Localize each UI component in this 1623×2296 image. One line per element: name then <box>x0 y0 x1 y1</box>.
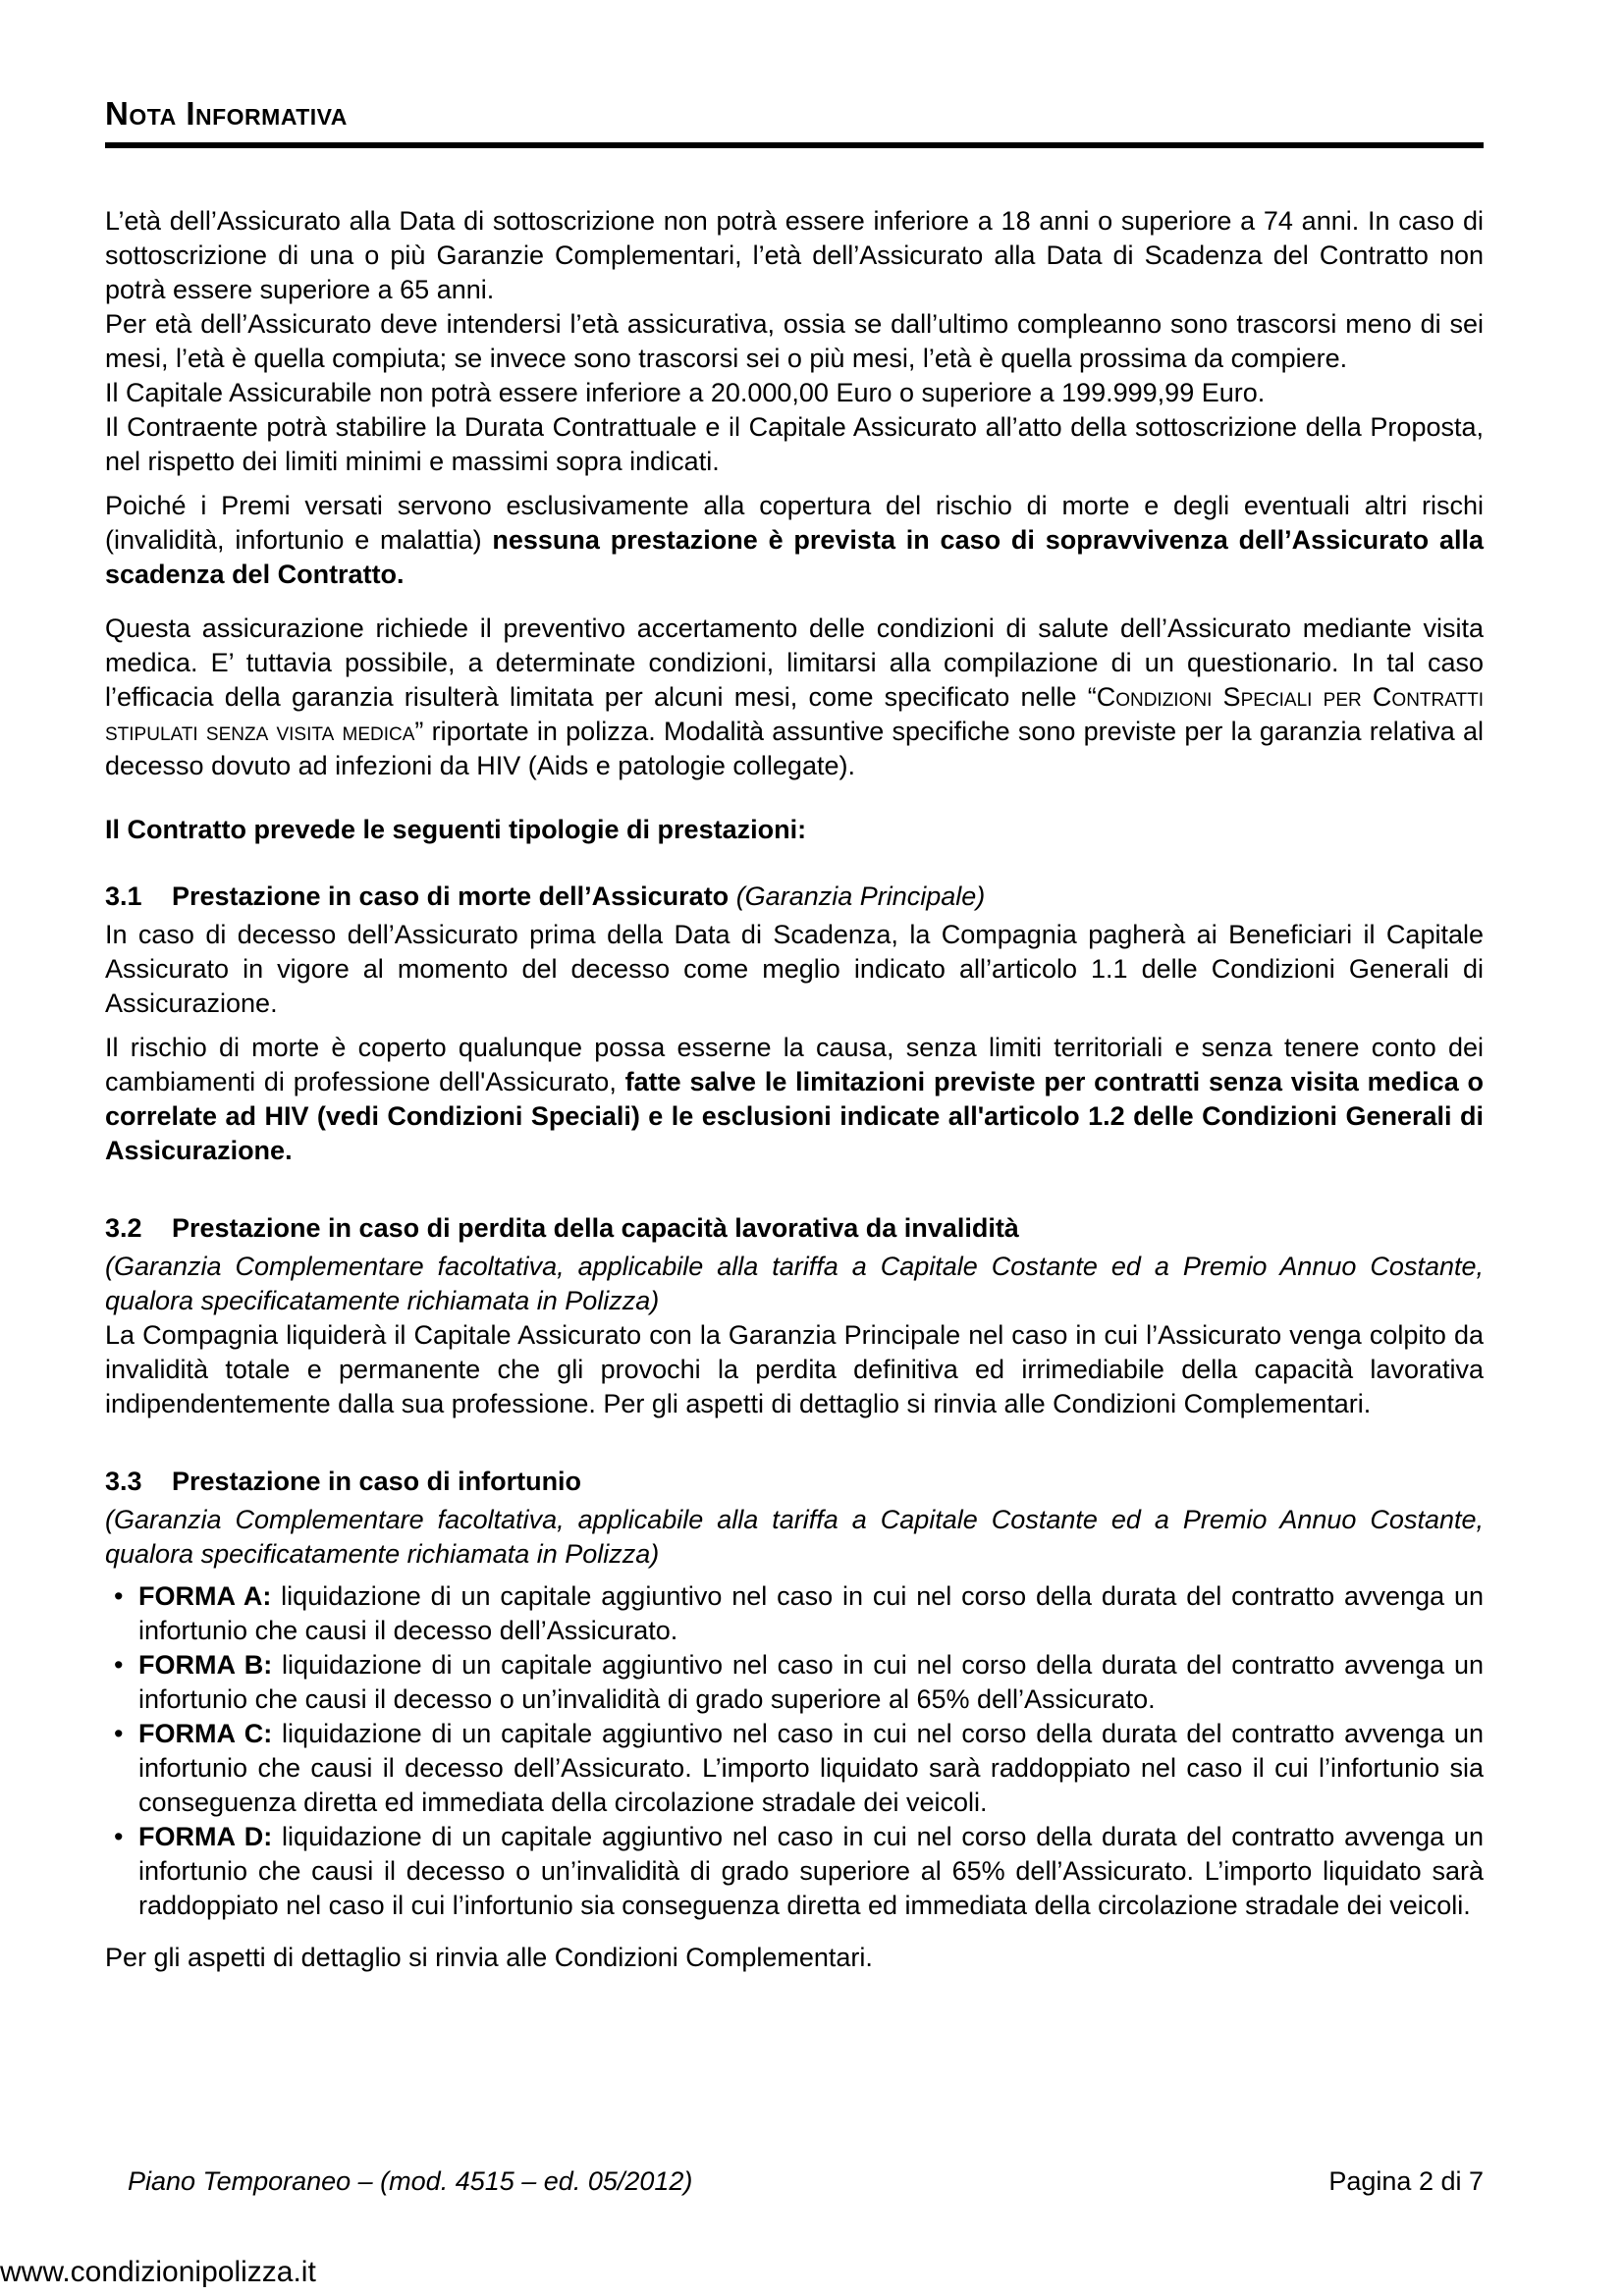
section-number: 3.3 <box>105 1467 142 1496</box>
section-title-wrap <box>172 880 1484 914</box>
forma-label: FORMA B: <box>138 1650 273 1680</box>
paragraph-contract-choice: Il Contraente potrà stabilire la Durata Contrattuale e il Capitale Assicurato all’atto della sottoscrizione della Proposta, nel rispetto dei limiti minimi e massimi sopra indicati. <box>105 412 1484 476</box>
forma-label: FORMA A: <box>138 1581 272 1611</box>
section-subtitle: (Garanzia Complementare facoltativa, applicabile alla tariffa a Capitale Costante ed a Premio Annuo Costante, qualora specificatamente richiamata in Polizza) <box>105 1505 1484 1569</box>
bullet-icon: • <box>114 1581 124 1611</box>
list-item-forma-a <box>105 1579 1484 1648</box>
section-title: Prestazione in caso di infortunio <box>172 1467 582 1496</box>
section-number: 3.1 <box>105 881 142 911</box>
section-3-1-heading <box>105 880 1484 914</box>
forma-text: liquidazione di un capitale aggiuntivo nel caso in cui nel corso della durata del contratto avvenga un infortunio che causi il decesso dell’Assicurato. L’importo liquidato sarà raddoppiato nel caso il cui l’infortunio sia conseguenza diretta ed immediata della circolazione stradale dei veicoli. <box>138 1719 1484 1817</box>
forma-list <box>105 1579 1484 1923</box>
paragraph-premi <box>105 489 1484 592</box>
text-run: Poiché i Premi versati servono esclusivamente alla copertura del rischio di morte e degli eventuali altri rischi (invalidità, infortunio e malattia) <box>105 491 1484 555</box>
text-run-bold: fatte salve le limitazioni previste per contratti senza visita medica o correlate ad HIV (vedi Condizioni Speciali) e le esclusioni indicate all'articolo 1.2 delle Condizioni Generali di Assicurazione. <box>105 1067 1485 1165</box>
watermark-url: www.condizionipolizza.it <box>0 2256 316 2288</box>
document-body <box>105 204 1484 1975</box>
section-title: Prestazione in caso di perdita della capacità lavorativa da invalidità <box>172 1213 1019 1243</box>
section-number: 3.2 <box>105 1213 142 1243</box>
section-3-3-heading <box>105 1465 1484 1499</box>
forma-text: liquidazione di un capitale aggiuntivo nel caso in cui nel corso della durata del contratto avvenga un infortunio che causi il decesso o un’invalidità di grado superiore al 65% dell’Assicurato. <box>138 1650 1484 1714</box>
heading-tipologie: Il Contratto prevede le seguenti tipologie di prestazioni: <box>105 815 807 844</box>
forma-label: FORMA D: <box>138 1822 273 1851</box>
text-run: riportate in polizza. Modalità assuntive specifiche sono previste per la garanzia relativa al decesso dovuto ad infezioni da HIV (Aids e patologie collegate). <box>105 717 1484 780</box>
footer-doc-info: Piano Temporaneo – (mod. 4515 – ed. 05/2012) <box>128 2166 693 2196</box>
paragraph-closing: Per gli aspetti di dettaglio si rinvia alle Condizioni Complementari. <box>105 1943 873 1972</box>
paragraph-visita-medica <box>105 612 1484 783</box>
list-item-forma-c <box>105 1717 1484 1820</box>
section-3-3 <box>105 1465 1484 1975</box>
paragraph-decesso: In caso di decesso dell’Assicurato prima della Data di Scadenza, la Compagnia pagherà ai Beneficiari il Capitale Assicurato in vigore al momento del decesso come meglio indicato all’articolo 1.1 delle Condizioni Generali di Assicurazione. <box>105 920 1484 1018</box>
list-item-forma-b <box>105 1648 1484 1717</box>
paragraph-capital-limits: Il Capitale Assicurabile non potrà essere inferiore a 20.000,00 Euro o superiore a 199.999,99 Euro. <box>105 378 1266 407</box>
bullet-icon: • <box>114 1650 124 1680</box>
page-title: Nota Informativa <box>105 95 348 132</box>
bullet-icon: • <box>114 1719 124 1748</box>
paragraph-age-definition: Per età dell’Assicurato deve intendersi l’età assicurativa, ossia se dall’ultimo compleanno sono trascorsi meno di sei mesi, l’età è quella compiuta; se invece sono trascorsi sei o più mesi, l’età è quella prossima da compiere. <box>105 309 1484 373</box>
footer <box>128 2164 1484 2199</box>
section-3-2-heading <box>105 1211 1484 1246</box>
text-run: Il rischio di morte è coperto qualunque possa esserne la causa, senza limiti territoriali e senza tenere conto dei cambiamenti di professione dell'Assicurato, <box>105 1033 1484 1096</box>
footer-page-number: Pagina 2 di 7 <box>1328 2166 1484 2196</box>
header <box>105 96 1484 148</box>
forma-text: liquidazione di un capitale aggiuntivo nel caso in cui nel corso della durata del contratto avvenga un infortunio che causi il decesso dell’Assicurato. <box>138 1581 1484 1645</box>
paragraph-age-limits: L’età dell’Assicurato alla Data di sottoscrizione non potrà essere inferiore a 18 anni o superiore a 74 anni. In caso di sottoscrizione di una o più Garanzie Complementari, l’età dell’Assicurato alla Data di Scadenza del Contratto non potrà essere superiore a 65 anni. <box>105 206 1484 304</box>
paragraph-rischio-morte <box>105 1031 1484 1168</box>
text-run-smallcaps: “Condizioni Speciali per Contratti stipulati senza visita medica” <box>105 682 1484 746</box>
paragraph-invalidita: La Compagnia liquiderà il Capitale Assicurato con la Garanzia Principale nel caso in cui l’Assicurato venga colpito da invalidità totale e permanente che gli provochi la perdita definitiva ed irrimediabile della capacità lavorativa indipendentemente dalla sua professione. Per gli aspetti di dettaglio si rinvia alle Condizioni Complementari. <box>105 1320 1484 1418</box>
section-3-1 <box>105 880 1484 1168</box>
bullet-icon: • <box>114 1822 124 1851</box>
text-run-bold: nessuna prestazione è prevista in caso di sopravvivenza dell’Assicurato alla scadenza del Contratto. <box>105 525 1484 589</box>
section-3-2 <box>105 1211 1484 1421</box>
title-rule <box>105 142 1484 148</box>
forma-text: liquidazione di un capitale aggiuntivo nel caso in cui nel corso della durata del contratto avvenga un infortunio che causi il decesso o un’invalidità di grado superiore al 65% dell’Assicurato. L’importo liquidato sarà raddoppiato nel caso il cui l’infortunio sia conseguenza diretta ed immediata della circolazione stradale dei veicoli. <box>138 1822 1484 1920</box>
list-item-forma-d <box>105 1820 1484 1923</box>
text-run: Questa assicurazione richiede il preventivo accertamento delle condizioni di salute dell’Assicurato mediante visita medica. E’ tuttavia possibile, a determinate condizioni, limitarsi alla compilazione di un questionario. In tal caso l’efficacia della garanzia risulterà limitata per alcuni mesi, come specificato nelle <box>105 614 1484 712</box>
section-subtitle: (Garanzia Complementare facoltativa, applicabile alla tariffa a Capitale Costante ed a Premio Annuo Costante, qualora specificatamente richiamata in Polizza) <box>105 1252 1484 1315</box>
section-title: Prestazione in caso di morte dell’Assicurato <box>172 881 736 911</box>
forma-label: FORMA C: <box>138 1719 273 1748</box>
section-title-note: (Garanzia Principale) <box>735 881 986 911</box>
